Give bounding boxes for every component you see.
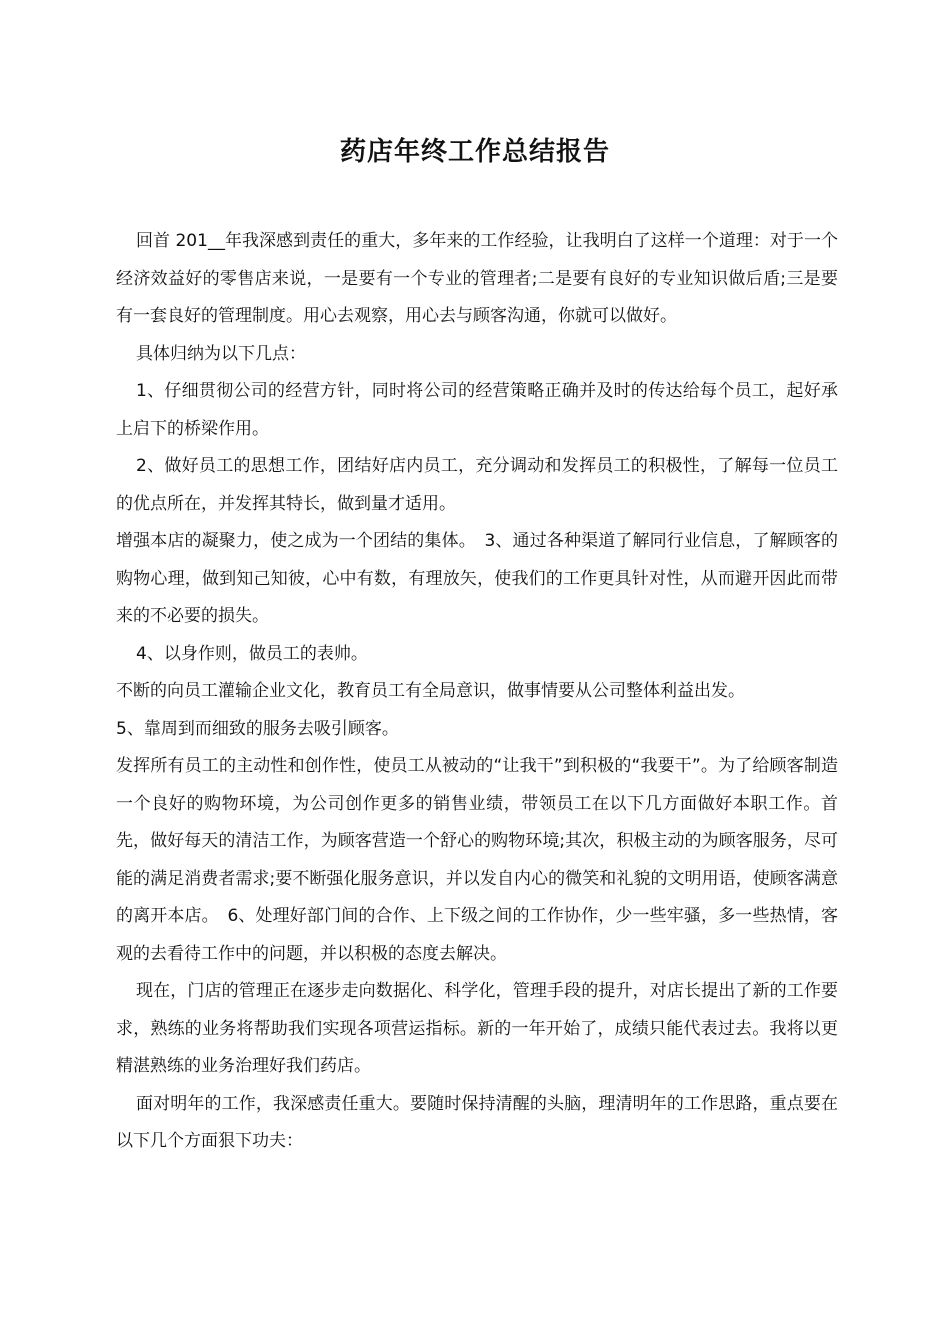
document-body bbox=[116, 223, 838, 1161]
paragraph-current-status: 现在，门店的管理正在逐步走向数据化、科学化，管理手段的提升，对店长提出了新的工作要求，熟练的业务将帮助我们实现各项营运指标。新的一年开始了，成绩只能代表过去。我将以更精湛熟练的业务治理好我们药店。 bbox=[116, 981, 838, 1076]
paragraph-point-5: 5、靠周到而细致的服务去吸引顾客。 bbox=[116, 718, 399, 739]
paragraph-next-year: 面对明年的工作，我深感责任重大。要随时保持清醒的头脑，理清明年的工作思路，重点要在以下几个方面狠下功夫： bbox=[116, 1093, 838, 1151]
paragraph-summary-heading: 具体归纳为以下几点： bbox=[136, 343, 306, 364]
paragraph-point-3: 增强本店的凝聚力，使之成为一个团结的集体。 3、通过各种渠道了解同行业信息，了解顾客的购物心理，做到知己知彼，心中有数，有理放矢，使我们的工作更具针对性，从而避开因此而带来的不必要的损失。 bbox=[116, 531, 838, 626]
paragraph-point-2: 2、做好员工的思想工作，团结好店内员工，充分调动和发挥员工的积极性，了解每一位员工的优点所在，并发挥其特长，做到量才适用。 bbox=[116, 456, 838, 514]
paragraph-point-4: 4、以身作则，做员工的表帅。 bbox=[136, 643, 368, 664]
document-title: 药店年终工作总结报告 bbox=[339, 137, 610, 167]
paragraph-service: 发挥所有员工的主动性和创作性，使员工从被动的“让我干”到积极的“我要干”。为了给顾客制造一个良好的购物环境，为公司创作更多的销售业绩，带领员工在以下几方面做好本职工作。首先，做好每天的清洁工作，为顾客营造一个舒心的购物环境;其次，积极主动的为顾客服务，尽可能的满足消费者需求;要不断强化服务意识，并以发自内心的微笑和礼貌的文明用语，使顾客满意的离开本店。 6、处理好部门间的合作、上下级之间的工作协作，少一些牢骚，多一些热情，客观的去看待工作中的问题，并以积极的态度去解决。 bbox=[116, 756, 838, 964]
paragraph-intro: 回首 201__年我深感到责任的重大，多年来的工作经验，让我明白了这样一个道理：对于一个经济效益好的零售店来说，一是要有一个专业的管理者;二是要有良好的专业知识做后盾;三是要有一套良好的管理制度。用心去观察，用心去与顾客沟通，你就可以做好。 bbox=[116, 231, 838, 326]
paragraph-culture: 不断的向员工灌输企业文化，教育员工有全局意识，做事情要从公司整体利益出发。 bbox=[116, 681, 745, 701]
paragraph-point-1: 1、仔细贯彻公司的经营方针，同时将公司的经营策略正确并及时的传达给每个员工，起好承上启下的桥梁作用。 bbox=[116, 381, 838, 439]
